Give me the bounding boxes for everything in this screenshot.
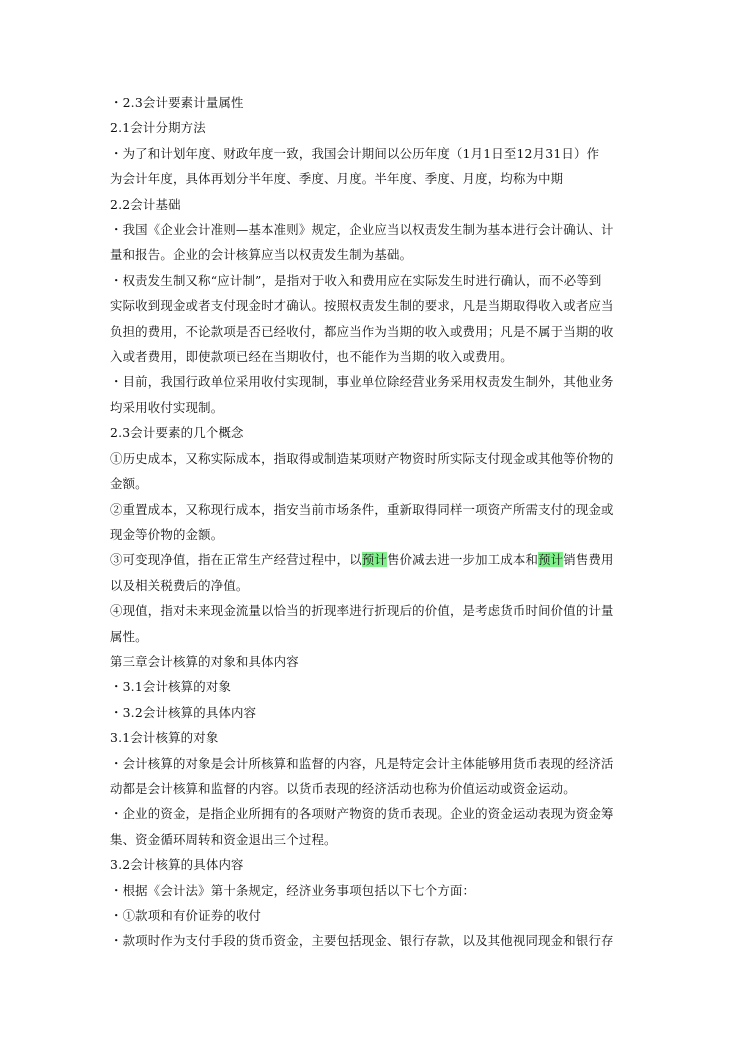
text-line: 集、资金循环周转和资金退出三个过程。 <box>110 831 337 847</box>
text-line: ①历史成本，又称实际成本，指取得或制造某项财产物资时所实际支付现金或其他等价物的 <box>110 450 614 466</box>
document-body <box>110 90 642 954</box>
text-line: 实际收到现金或者支付现金时才确认。按照权责发生制的要求，凡是当期取得收入或者应当 <box>110 298 614 314</box>
text-line: 负担的费用，不论款项是否已经收付，都应当作为当期的收入或费用；凡是不属于当期的收 <box>110 323 614 339</box>
text-line: 均采用收付实现制。 <box>110 399 224 415</box>
text-line: 以及相关税费后的净值。 <box>110 577 249 593</box>
text-line: 动都是会计核算和监督的内容。以货币表现的经济活动也称为价值运动或资金运动。 <box>110 780 576 796</box>
text-line: 2.2会计基础 <box>110 196 181 212</box>
text-line: ・目前，我国行政单位采用收付实现制，事业单位除经营业务采用权责发生制外，其他业务 <box>110 374 614 390</box>
text-line: 第三章会计核算的对象和具体内容 <box>110 653 299 669</box>
text-line: ・为了和计划年度、财政年度一致，我国会计期间以公历年度（1月1日至12月31日）作 <box>110 145 600 161</box>
text-segment: ③可变现净值，指在正常生产经营过程中，以 <box>110 552 362 568</box>
text-line: ・根据《会计法》第十条规定，经济业务事项包括以下七个方面： <box>110 882 476 898</box>
text-line: ②重置成本，又称现行成本，指安当前市场条件，重新取得同样一项资产所需支付的现金或 <box>110 501 614 517</box>
text-line: 金额。 <box>110 476 148 492</box>
text-line: 入或者费用，即使款项已经在当期收付，也不能作为当期的收入或费用。 <box>110 349 513 365</box>
text-line: ・2.3会计要素计量属性 <box>110 95 244 110</box>
text-segment: 销售费用 <box>563 552 614 568</box>
text-line: ・①款项和有价证券的收付 <box>110 908 262 923</box>
text-segment: 售价减去进一步加工成本和 <box>387 552 539 568</box>
text-line: 3.2会计核算的具体内容 <box>110 857 244 873</box>
text-line: 量和报告。企业的会计核算应当以权责发生制为基础。 <box>110 247 413 263</box>
text-line: 为会计年度，具体再划分半年度、季度、月度。半年度、季度、月度，均称为中期 <box>110 171 564 187</box>
text-line: 2.1会计分期方法 <box>110 120 206 136</box>
text-line: ・3.1会计核算的对象 <box>110 679 232 695</box>
text-line: ・权责发生制又称“应计制”，是指对于收入和费用应在实际发生时进行确认，而不必等到 <box>110 272 602 288</box>
text-line: ・3.2会计核算的具体内容 <box>110 704 257 720</box>
text-line: ・款项时作为支付手段的货币资金，主要包括现金、银行存款，以及其他视同现金和银行存 <box>110 933 614 949</box>
text-line: ④现值，指对未来现金流量以恰当的折现率进行折现后的价值，是考虑货币时间价值的计量 <box>110 603 614 619</box>
highlighted-text: 预计 <box>361 552 387 568</box>
text-line <box>110 547 642 572</box>
text-line: 属性。 <box>110 628 148 644</box>
text-line: ・会计核算的对象是会计所核算和监督的内容，凡是特定会计主体能够用货币表现的经济活 <box>110 755 614 771</box>
text-line: 现金等价物的金额。 <box>110 526 224 542</box>
highlighted-text: 预计 <box>538 552 564 568</box>
text-line: 3.1会计核算的对象 <box>110 730 219 746</box>
text-line: 2.3会计要素的几个概念 <box>110 425 244 441</box>
text-line: ・我国《企业会计准则—基本准则》规定，企业应当以权责发生制为基本进行会计确认、计 <box>110 222 614 238</box>
text-line: ・企业的资金，是指企业所拥有的各项财产物资的货币表现。企业的资金运动表现为资金筹 <box>110 806 614 822</box>
